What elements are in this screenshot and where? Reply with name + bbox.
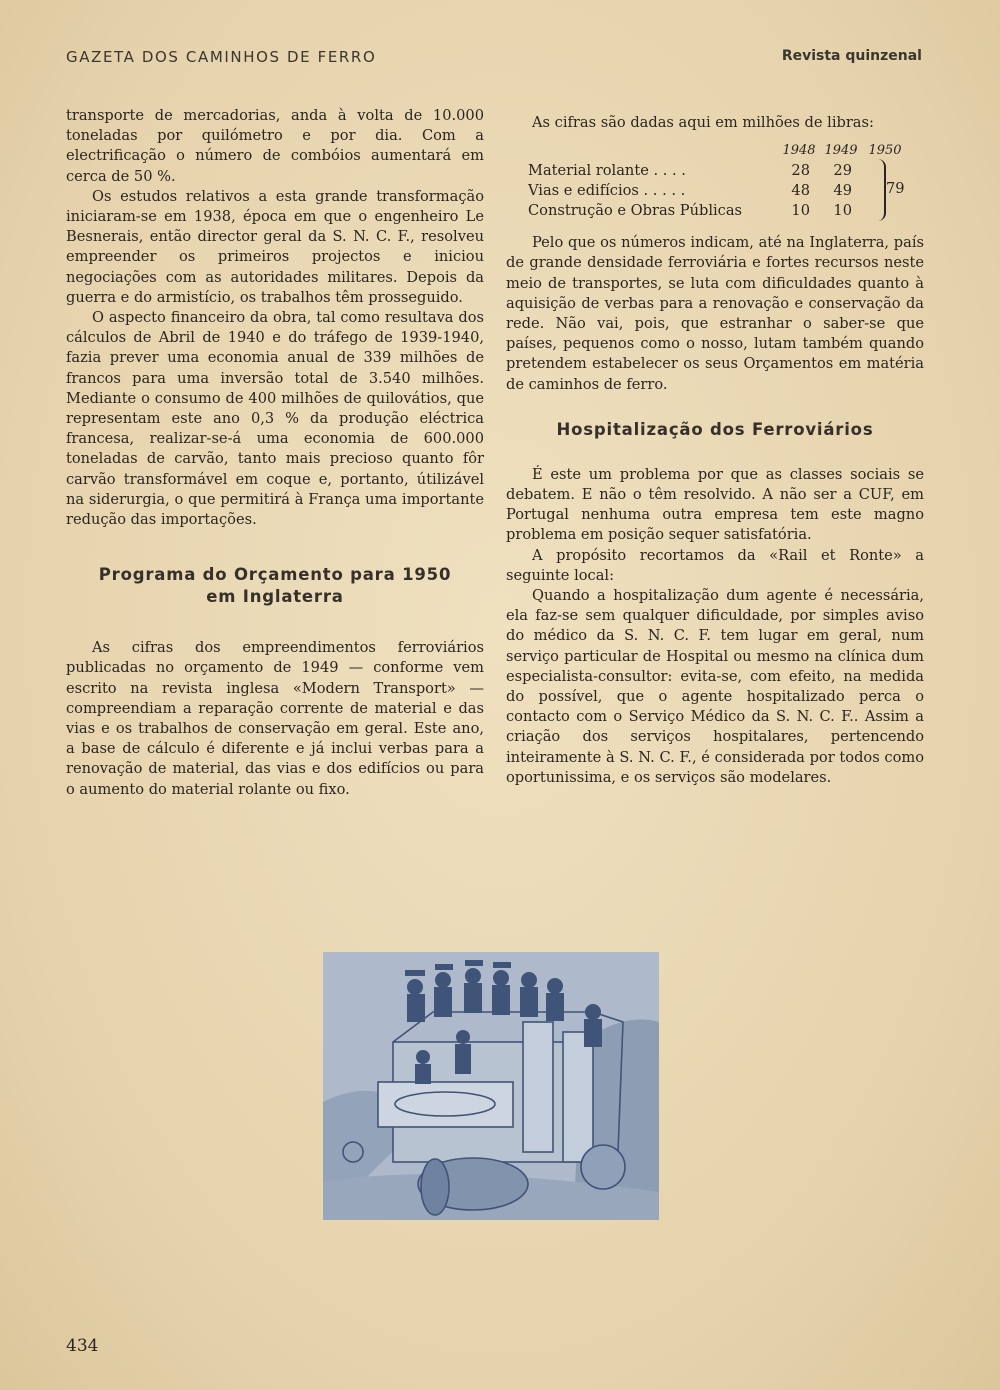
engraving-drawing: [323, 952, 659, 1220]
paragraph: A propósito recortamos da «Rail et Ronte» a seguinte local:: [506, 546, 924, 584]
budget-value: 28: [791, 162, 810, 180]
publication-title: GAZETA DOS CAMINHOS DE FERRO: [66, 48, 377, 66]
section-title-hospitalization: Hospitalização dos Ferroviários: [556, 419, 874, 439]
budget-value: 29: [833, 162, 852, 180]
paragraph: As cifras dos empreendimentos ferroviários publicadas no orçamento de 1949 — conforme vem escrito na revista inglesa «Modern Transport» — compreendiam a reparação corrente de material e das vias e os trabalhos de conservação em geral. Este ano, a base de cálculo é diferente e já inclui verbas para a renovação de material, das vias e dos edifícios ou para o aumento do material rolante ou fixo.: [66, 639, 484, 798]
budget-years: [528, 141, 908, 161]
budget-row: [528, 161, 908, 181]
year-header: 1949: [824, 143, 858, 159]
paragraph: O aspecto financeiro da obra, tal como resultava dos cálculos de Abril de 1940 e do tráfego de 1939-1940, fazia prever uma economia anual de 339 milhões de francos para uma inversão total de 3.540 milhões. Mediante o consumo de 400 milhões de quilovátios, que representam este ano 0,3 % da produção eléctrica francesa, realizar-se-á uma economia de 600.000 toneladas de carvão, tanto mais precioso quanto fôr carvão transformável em coque e, portanto, útilizável na siderurgia, o que permitirá à França uma importante redução das importações.: [66, 309, 484, 529]
section-title-line: Programa do Orçamento para 1950: [98, 565, 452, 585]
budget-value: 49: [833, 182, 852, 200]
paragraph: transporte de mercadorias, anda à volta de 10.000 toneladas por quilómetro e por dia. Com a electrificação o número de combóios aumentará em cerca de 50 %.: [66, 107, 484, 185]
paragraph: É este um problema por que as classes sociais se debatem. E não o têm resolvido. A não ser a CUF, em Portugal nenhuma outra empresa tem este magno problema em posição sequer satisfatória.: [506, 465, 924, 544]
steam-carriage-illustration: [323, 952, 659, 1220]
paragraph: Pelo que os números indicam, até na Inglaterra, país de grande densidade ferroviária e fortes recursos neste meio de transportes, se luta com dificuldades quanto à aquisição de verbas para a renovação e conservação da rede. Não vai, pois, que estranhar o saber-se que países, pequenos como o nosso, lutam também quando pretendem estabelecer os seus Orçamentos em matéria de caminhos de ferro.: [506, 234, 924, 393]
year-header: 1950: [868, 143, 902, 159]
year-header: 1948: [782, 143, 816, 159]
budget-value: 48: [791, 182, 810, 200]
page-number: 434: [66, 1336, 99, 1356]
budget-row: [528, 201, 908, 221]
budget-total-1950: 79: [886, 180, 905, 198]
paragraph: Os estudos relativos a esta grande transformação iniciaram-se em 1938, época em que o engenheiro Le Besnerais, então director geral da S. N. C. F., resolveu empreender os primeiros projectos e iniciou negociações com as autoridades militares. Depois da guerra e do armistício, os trabalhos têm prosseguido.: [66, 187, 484, 306]
section-title-budget: [66, 564, 484, 608]
budget-value: 10: [833, 202, 852, 220]
paragraph: As cifras são dadas aqui em milhões de libras:: [532, 114, 874, 131]
section-title-line: em Inglaterra: [206, 587, 344, 607]
budget-table: [528, 141, 908, 221]
budget-row-label: Construção e Obras Públicas: [528, 202, 743, 220]
left-column: [66, 106, 484, 800]
brace: [876, 159, 886, 221]
publication-subtitle: Revista quinzenal: [781, 48, 922, 64]
paragraph: Quando a hospitalização dum agente é necessária, ela faz-se sem qualquer dificuldade, por simples aviso do médico da S. N. C. F. tem lugar em geral, num serviço particular de Hospital ou mesmo na clínica dum especialista-consultor: evita-se, com efeito, na medida do possível, que o agente hospitalizado perca o contacto com o Serviço Médico da S. N. C. F.. Assim a criação dos serviços hospitalares, pertencendo inteiramente à S. N. C. F., é considerada por todos como oportunissima, e os serviços são modelares.: [506, 587, 924, 786]
right-column: [506, 113, 924, 788]
budget-row-label: Vias e edifícios . . . . .: [528, 182, 686, 200]
budget-value: 10: [791, 202, 810, 220]
budget-row-label: Material rolante . . . .: [528, 162, 686, 180]
budget-row: [528, 181, 908, 201]
